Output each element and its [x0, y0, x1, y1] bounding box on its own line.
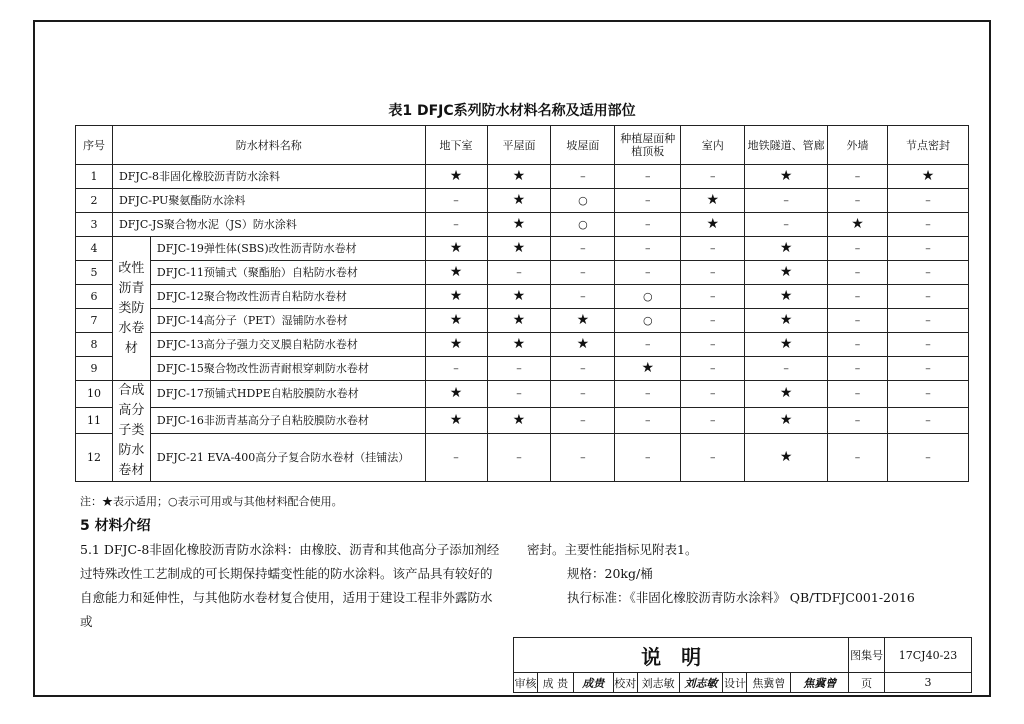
check-label: 校对 — [613, 673, 637, 693]
suitability-mark: – — [745, 189, 828, 213]
table-header-row — [76, 126, 969, 165]
material-name: DFJC-JS聚合物水泥（JS）防水涂料 — [112, 213, 425, 237]
suitability-mark: ★ — [745, 261, 828, 285]
paragraph-left: 5.1 DFJC-8非固化橡胶沥青防水涂料：由橡胶、沥青和其他高分子添加剂经过特殊改性工艺制成的可长期保持蠕变性能的防水涂料。该产品具有较好的自愈能力和延伸性，与其他防水卷材复合使用，适用于建设工程非外露防水或 — [80, 542, 500, 629]
suitability-mark: – — [681, 237, 745, 261]
materials-table — [75, 125, 969, 482]
title-block — [513, 637, 972, 693]
suitability-mark: ★ — [745, 165, 828, 189]
suitability-mark: ★ — [425, 309, 487, 333]
suitability-mark: – — [615, 189, 681, 213]
suitability-mark: ★ — [681, 189, 745, 213]
table-row — [76, 285, 969, 309]
section-title: 5 材料介绍 — [80, 518, 151, 534]
suitability-mark: – — [681, 285, 745, 309]
row-number: 10 — [76, 381, 113, 408]
suitability-mark: ★ — [487, 309, 551, 333]
suitability-mark: – — [615, 213, 681, 237]
row-number: 2 — [76, 189, 113, 213]
suitability-mark: ★ — [745, 381, 828, 408]
header-no: 序号 — [76, 126, 113, 165]
suitability-mark: ★ — [425, 237, 487, 261]
atlas-label: 图集号 — [849, 638, 885, 673]
table-row — [76, 434, 969, 482]
header-indoor: 室内 — [681, 126, 745, 165]
suitability-mark: – — [487, 261, 551, 285]
row-number: 1 — [76, 165, 113, 189]
suitability-mark: – — [828, 285, 888, 309]
suitability-mark: ○ — [615, 285, 681, 309]
material-name: DFJC-21 EVA-400高分子复合防水卷材（挂铺法） — [150, 434, 425, 482]
suitability-mark: ★ — [425, 381, 487, 408]
suitability-mark: ★ — [745, 237, 828, 261]
suitability-mark: – — [551, 165, 615, 189]
header-sloped-roof: 坡屋面 — [551, 126, 615, 165]
suitability-mark: – — [828, 333, 888, 357]
suitability-mark: – — [551, 357, 615, 381]
row-number: 5 — [76, 261, 113, 285]
material-name: DFJC-14高分子（PET）湿铺防水卷材 — [150, 309, 425, 333]
suitability-mark: – — [551, 434, 615, 482]
suitability-mark: ★ — [425, 407, 487, 434]
suitability-mark: – — [888, 333, 969, 357]
suitability-mark: – — [828, 165, 888, 189]
suitability-mark: – — [551, 407, 615, 434]
suitability-mark: ★ — [745, 434, 828, 482]
suitability-mark: – — [681, 165, 745, 189]
page-number: 3 — [885, 673, 972, 693]
suitability-mark: – — [425, 189, 487, 213]
suitability-mark: ★ — [551, 333, 615, 357]
material-name: DFJC-17预铺式HDPE自粘胶膜防水卷材 — [150, 381, 425, 408]
table-caption: 表1 DFJC系列防水材料名称及适用部位 — [388, 103, 636, 119]
table-row — [76, 357, 969, 381]
suitability-mark: – — [487, 357, 551, 381]
suitability-mark: – — [888, 237, 969, 261]
table-row — [76, 165, 969, 189]
table-row — [76, 407, 969, 434]
table-row — [76, 237, 969, 261]
suitability-mark: – — [888, 285, 969, 309]
suitability-mark: – — [551, 237, 615, 261]
row-number: 9 — [76, 357, 113, 381]
suitability-mark: – — [828, 381, 888, 408]
material-name: DFJC-19弹性体(SBS)改性沥青防水卷材 — [150, 237, 425, 261]
suitability-mark: – — [681, 309, 745, 333]
suitability-mark: – — [888, 357, 969, 381]
suitability-mark: ★ — [551, 309, 615, 333]
spec-line: 规格：20kg/桶 — [567, 566, 653, 581]
suitability-mark: – — [828, 261, 888, 285]
review-label: 审核 — [514, 673, 538, 693]
row-number: 12 — [76, 434, 113, 482]
header-joint-seal: 节点密封 — [888, 126, 969, 165]
header-flat-roof: 平屋面 — [487, 126, 551, 165]
suitability-mark: – — [828, 407, 888, 434]
suitability-mark: – — [888, 261, 969, 285]
suitability-mark: – — [425, 357, 487, 381]
checker-signature: 刘志敏 — [679, 673, 723, 693]
reviewer-signature: 成贵 — [573, 673, 613, 693]
suitability-mark: – — [615, 165, 681, 189]
suitability-mark: – — [888, 434, 969, 482]
suitability-mark: ★ — [745, 285, 828, 309]
table-row — [76, 381, 969, 408]
suitability-mark: – — [681, 261, 745, 285]
material-group-label: 改性沥青类防水卷材 — [112, 237, 150, 381]
material-name: DFJC-8非固化橡胶沥青防水涂料 — [112, 165, 425, 189]
atlas-number: 17CJ40-23 — [885, 638, 972, 673]
material-name: DFJC-11预铺式（聚酯胎）自粘防水卷材 — [150, 261, 425, 285]
suitability-mark: – — [828, 237, 888, 261]
title-block-title: 说明 — [514, 638, 849, 673]
suitability-mark: – — [681, 357, 745, 381]
suitability-mark: – — [888, 407, 969, 434]
suitability-mark: – — [615, 237, 681, 261]
suitability-mark: – — [487, 381, 551, 408]
suitability-mark: ★ — [828, 213, 888, 237]
designer-signature: 焦冀曾 — [791, 673, 849, 693]
suitability-mark: ★ — [425, 333, 487, 357]
suitability-mark: – — [828, 189, 888, 213]
checker-name: 刘志敏 — [637, 673, 679, 693]
suitability-mark: – — [888, 189, 969, 213]
reviewer-name: 成 贵 — [537, 673, 573, 693]
row-number: 4 — [76, 237, 113, 261]
suitability-mark: ★ — [888, 165, 969, 189]
suitability-mark: – — [681, 434, 745, 482]
suitability-mark: ★ — [487, 237, 551, 261]
suitability-mark: – — [551, 261, 615, 285]
material-name: DFJC-12聚合物改性沥青自粘防水卷材 — [150, 285, 425, 309]
paragraph-right — [527, 538, 967, 610]
suitability-mark: ○ — [551, 189, 615, 213]
suitability-mark: ★ — [745, 309, 828, 333]
row-number: 7 — [76, 309, 113, 333]
suitability-mark: – — [425, 434, 487, 482]
suitability-mark: – — [487, 434, 551, 482]
suitability-mark: ★ — [487, 285, 551, 309]
suitability-mark: – — [888, 309, 969, 333]
suitability-mark: – — [551, 381, 615, 408]
table-note: 注：★表示适用；○表示可用或与其他材料配合使用。 — [80, 495, 343, 508]
suitability-mark: ○ — [615, 309, 681, 333]
suitability-mark: – — [681, 381, 745, 408]
table-row — [76, 333, 969, 357]
suitability-mark: ★ — [425, 165, 487, 189]
material-name: DFJC-PU聚氨酯防水涂料 — [112, 189, 425, 213]
suitability-mark: – — [745, 213, 828, 237]
suitability-mark: – — [615, 407, 681, 434]
table-row — [76, 213, 969, 237]
suitability-mark: ★ — [615, 357, 681, 381]
row-number: 6 — [76, 285, 113, 309]
material-name: DFJC-13高分子强力交叉膜自粘防水卷材 — [150, 333, 425, 357]
suitability-mark: ★ — [425, 261, 487, 285]
suitability-mark: – — [425, 213, 487, 237]
suitability-mark: – — [681, 407, 745, 434]
suitability-mark: – — [828, 309, 888, 333]
table-row — [76, 189, 969, 213]
suitability-mark: – — [681, 333, 745, 357]
suitability-mark: – — [888, 381, 969, 408]
suitability-mark: ★ — [487, 165, 551, 189]
header-metro-tunnel: 地铁隧道、管廊 — [745, 126, 828, 165]
suitability-mark: ★ — [745, 333, 828, 357]
standard-line: 执行标准：《非固化橡胶沥青防水涂料》 QB/TDFJC001-2016 — [567, 590, 915, 605]
material-name: DFJC-15聚合物改性沥青耐根穿刺防水卷材 — [150, 357, 425, 381]
designer-name: 焦冀曾 — [747, 673, 791, 693]
page-label: 页 — [849, 673, 885, 693]
suitability-mark: – — [551, 285, 615, 309]
suitability-mark: – — [615, 261, 681, 285]
suitability-mark: ★ — [425, 285, 487, 309]
suitability-mark: ★ — [487, 407, 551, 434]
suitability-mark: – — [615, 333, 681, 357]
header-name: 防水材料名称 — [112, 126, 425, 165]
design-label: 设计 — [723, 673, 747, 693]
material-group-label: 合成高分子类防水卷材 — [112, 381, 150, 482]
header-planted-roof: 种植屋面种植顶板 — [615, 126, 681, 165]
suitability-mark: ★ — [745, 407, 828, 434]
material-name: DFJC-16非沥青基高分子自粘胶膜防水卷材 — [150, 407, 425, 434]
suitability-mark: – — [888, 213, 969, 237]
row-number: 3 — [76, 213, 113, 237]
header-exterior-wall: 外墙 — [828, 126, 888, 165]
table-row — [76, 309, 969, 333]
suitability-mark: ★ — [681, 213, 745, 237]
header-basement: 地下室 — [425, 126, 487, 165]
table-row — [76, 261, 969, 285]
suitability-mark: – — [615, 434, 681, 482]
paragraph-right-line1: 密封。主要性能指标见附表1。 — [527, 542, 698, 557]
suitability-mark: ★ — [487, 333, 551, 357]
suitability-mark: ○ — [551, 213, 615, 237]
suitability-mark: – — [828, 434, 888, 482]
suitability-mark: ★ — [487, 213, 551, 237]
suitability-mark: – — [828, 357, 888, 381]
suitability-mark: ★ — [487, 189, 551, 213]
suitability-mark: – — [615, 381, 681, 408]
row-number: 8 — [76, 333, 113, 357]
suitability-mark: – — [745, 357, 828, 381]
row-number: 11 — [76, 407, 113, 434]
